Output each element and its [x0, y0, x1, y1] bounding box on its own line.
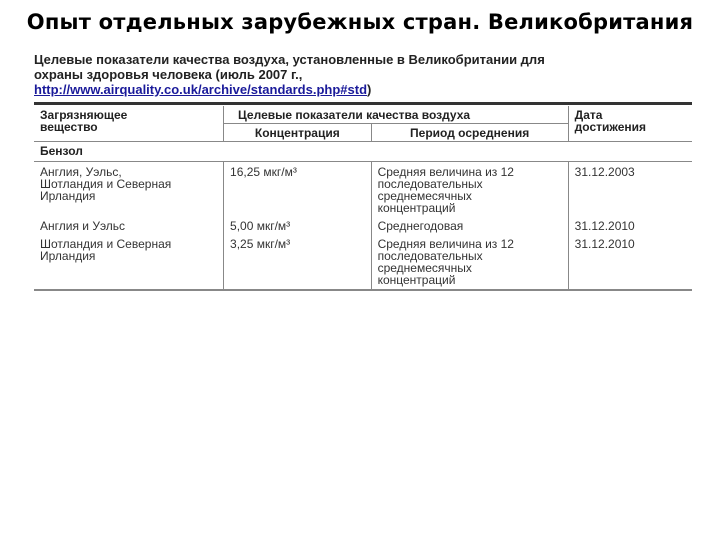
cell-date: 31.12.2010: [574, 219, 635, 233]
air-quality-table: [34, 106, 692, 291]
table-row: [34, 216, 692, 234]
header-targets: Целевые показатели качества воздуха: [224, 106, 569, 124]
section-benzene: Бензол: [34, 142, 692, 162]
heading-line-2: охраны здоровья человека (июль 2007 г.,: [34, 67, 303, 82]
cell-concentration: 3,25 мкг/м³: [224, 234, 372, 290]
header-averaging-period: Период осреднения: [371, 124, 568, 142]
cell-concentration: 16,25 мкг/м³: [224, 162, 372, 217]
heading-line-1: Целевые показатели качества воздуха, установленные в Великобритании для: [34, 52, 545, 67]
section-row: [34, 142, 692, 162]
heading-rule: [34, 102, 692, 105]
cell-concentration: 5,00 мкг/м³: [224, 216, 372, 234]
source-link[interactable]: http://www.airquality.co.uk/archive/standards.php#std: [34, 82, 368, 97]
cell-period: Средняя величина из 12 последовательных среднемесячных концентраций: [371, 234, 568, 290]
cell-region: Англия, Уэльс, Шотландия и Северная Ирландия: [34, 162, 224, 217]
table-row: [34, 234, 692, 290]
cell-date: 31.12.2010: [568, 234, 692, 290]
table-row: [34, 162, 692, 217]
cell-date: 31.12.2003: [574, 165, 635, 179]
header-concentration: Концентрация: [224, 124, 372, 142]
heading-line-3: [34, 82, 692, 97]
cell-region: Шотландия и Северная Ирландия: [34, 234, 224, 290]
header-row-1: [34, 106, 692, 124]
document-heading: [34, 52, 692, 97]
link-suffix: ): [367, 82, 372, 97]
header-achievement-date: Дата достижения: [568, 106, 692, 142]
header-pollutant: Загрязняющее вещество: [34, 106, 224, 142]
slide-title: Опыт отдельных зарубежных стран. Великобритания: [26, 10, 694, 34]
cell-period: Средняя величина из 12 последовательных среднемесячных концентраций: [371, 162, 568, 217]
cell-period: Среднегодовая: [371, 216, 568, 234]
scanned-document: [34, 52, 692, 291]
cell-region: Англия и Уэльс: [34, 216, 224, 234]
